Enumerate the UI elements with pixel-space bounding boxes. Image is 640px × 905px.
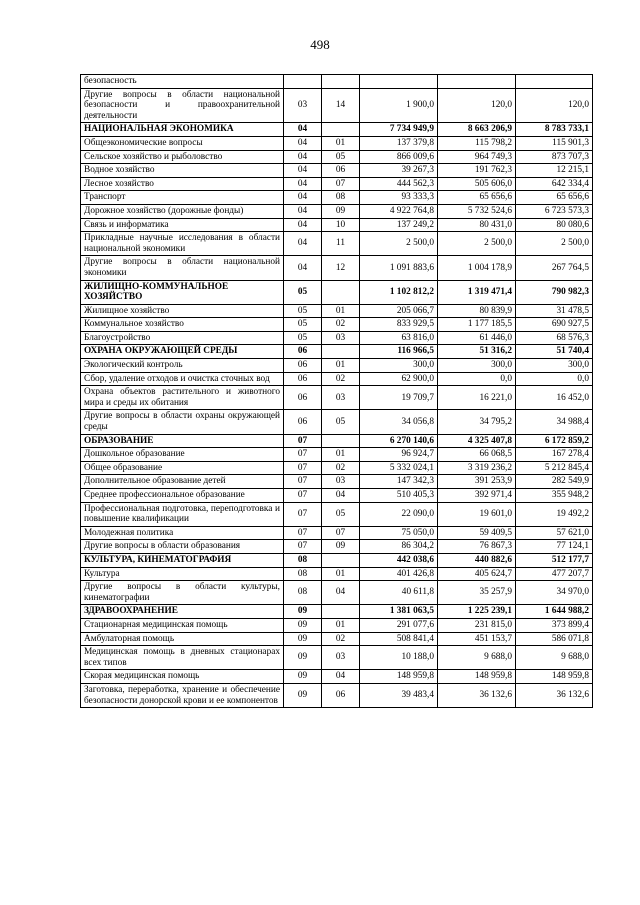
row-value-1: 137 379,8 bbox=[360, 136, 438, 150]
row-value-1: 510 405,3 bbox=[360, 489, 438, 503]
row-section-code: 05 bbox=[284, 304, 322, 318]
row-value-2: 1 225 239,1 bbox=[438, 605, 516, 619]
row-subsection-code bbox=[322, 75, 360, 89]
row-section-code: 08 bbox=[284, 567, 322, 581]
row-name: Водное хозяйство bbox=[81, 164, 284, 178]
row-name: Другие вопросы в области культуры, кинематографии bbox=[81, 581, 284, 605]
row-name: Скорая медицинская помощь bbox=[81, 670, 284, 684]
row-section-code bbox=[284, 75, 322, 89]
table-section-row bbox=[81, 123, 593, 137]
row-value-2: 3 319 236,2 bbox=[438, 461, 516, 475]
row-value-3: 586 071,8 bbox=[516, 632, 593, 646]
row-section-code: 06 bbox=[284, 410, 322, 434]
row-value-3: 6 172 859,2 bbox=[516, 434, 593, 448]
row-name: Другие вопросы в области образования bbox=[81, 540, 284, 554]
row-section-code: 06 bbox=[284, 386, 322, 410]
row-value-1: 508 841,4 bbox=[360, 632, 438, 646]
row-value-3: 5 212 845,4 bbox=[516, 461, 593, 475]
row-name: Сельское хозяйство и рыболовство bbox=[81, 150, 284, 164]
row-value-2: 5 732 524,6 bbox=[438, 204, 516, 218]
table-row bbox=[81, 502, 593, 526]
table-row bbox=[81, 632, 593, 646]
row-value-2: 19 601,0 bbox=[438, 502, 516, 526]
row-section-code: 04 bbox=[284, 256, 322, 280]
row-value-1: 86 304,2 bbox=[360, 540, 438, 554]
row-value-2: 120,0 bbox=[438, 88, 516, 123]
row-value-1: 93 333,3 bbox=[360, 191, 438, 205]
row-section-code: 07 bbox=[284, 540, 322, 554]
table-row bbox=[81, 75, 593, 89]
row-name: Общее образование bbox=[81, 461, 284, 475]
row-subsection-code bbox=[322, 345, 360, 359]
table-row bbox=[81, 318, 593, 332]
row-name: Дошкольное образование bbox=[81, 448, 284, 462]
row-value-1: 6 270 140,6 bbox=[360, 434, 438, 448]
row-section-code: 09 bbox=[284, 618, 322, 632]
row-value-3: 19 492,2 bbox=[516, 502, 593, 526]
row-section-code: 04 bbox=[284, 177, 322, 191]
row-section-code: 04 bbox=[284, 191, 322, 205]
row-value-3: 120,0 bbox=[516, 88, 593, 123]
row-value-2: 66 068,5 bbox=[438, 448, 516, 462]
row-value-2: 8 663 206,9 bbox=[438, 123, 516, 137]
row-name: Среднее профессиональное образование bbox=[81, 489, 284, 503]
row-subsection-code: 01 bbox=[322, 136, 360, 150]
row-value-1: 401 426,8 bbox=[360, 567, 438, 581]
row-section-code: 06 bbox=[284, 359, 322, 373]
row-value-1: 300,0 bbox=[360, 359, 438, 373]
row-value-1: 62 900,0 bbox=[360, 372, 438, 386]
row-value-3: 2 500,0 bbox=[516, 232, 593, 256]
row-section-code: 04 bbox=[284, 204, 322, 218]
row-value-2: 231 815,0 bbox=[438, 618, 516, 632]
table-row bbox=[81, 304, 593, 318]
row-value-1: 75 050,0 bbox=[360, 526, 438, 540]
table-row bbox=[81, 646, 593, 670]
row-subsection-code: 01 bbox=[322, 618, 360, 632]
row-subsection-code: 01 bbox=[322, 359, 360, 373]
row-value-1: 205 066,7 bbox=[360, 304, 438, 318]
table-row bbox=[81, 567, 593, 581]
row-subsection-code: 09 bbox=[322, 540, 360, 554]
row-section-code: 08 bbox=[284, 553, 322, 567]
row-value-1: 1 900,0 bbox=[360, 88, 438, 123]
row-value-2: 61 446,0 bbox=[438, 331, 516, 345]
row-value-1: 1 091 883,6 bbox=[360, 256, 438, 280]
row-name: безопасность bbox=[81, 75, 284, 89]
row-value-3: 34 970,0 bbox=[516, 581, 593, 605]
row-subsection-code: 07 bbox=[322, 526, 360, 540]
row-subsection-code: 14 bbox=[322, 88, 360, 123]
row-value-1: 40 611,8 bbox=[360, 581, 438, 605]
row-section-code: 07 bbox=[284, 461, 322, 475]
row-subsection-code: 04 bbox=[322, 670, 360, 684]
row-section-code: 04 bbox=[284, 164, 322, 178]
row-name: Жилищное хозяйство bbox=[81, 304, 284, 318]
row-value-1: 442 038,6 bbox=[360, 553, 438, 567]
row-subsection-code: 03 bbox=[322, 475, 360, 489]
table-section-row bbox=[81, 434, 593, 448]
row-value-3: 65 656,6 bbox=[516, 191, 593, 205]
row-value-1: 63 816,0 bbox=[360, 331, 438, 345]
row-value-2: 4 325 407,8 bbox=[438, 434, 516, 448]
row-value-1: 1 381 063,5 bbox=[360, 605, 438, 619]
table-row bbox=[81, 191, 593, 205]
row-value-3: 282 549,9 bbox=[516, 475, 593, 489]
table-row bbox=[81, 618, 593, 632]
row-value-3: 690 927,5 bbox=[516, 318, 593, 332]
row-value-2: 1 177 185,5 bbox=[438, 318, 516, 332]
row-value-3: 80 080,6 bbox=[516, 218, 593, 232]
row-subsection-code: 05 bbox=[322, 502, 360, 526]
row-value-3: 167 278,4 bbox=[516, 448, 593, 462]
row-subsection-code: 01 bbox=[322, 567, 360, 581]
row-subsection-code: 09 bbox=[322, 204, 360, 218]
row-name: Амбулаторная помощь bbox=[81, 632, 284, 646]
table-row bbox=[81, 88, 593, 123]
row-value-3: 355 948,2 bbox=[516, 489, 593, 503]
row-value-2: 191 762,3 bbox=[438, 164, 516, 178]
table-row bbox=[81, 410, 593, 434]
row-subsection-code bbox=[322, 605, 360, 619]
row-value-3: 34 988,4 bbox=[516, 410, 593, 434]
row-value-3: 77 124,1 bbox=[516, 540, 593, 554]
row-value-2: 405 624,7 bbox=[438, 567, 516, 581]
table-row bbox=[81, 331, 593, 345]
row-section-code: 07 bbox=[284, 434, 322, 448]
row-section-code: 09 bbox=[284, 632, 322, 646]
row-value-3: 512 177,7 bbox=[516, 553, 593, 567]
row-name: ОБРАЗОВАНИЕ bbox=[81, 434, 284, 448]
table-row bbox=[81, 232, 593, 256]
row-value-1: 137 249,2 bbox=[360, 218, 438, 232]
row-section-code: 09 bbox=[284, 670, 322, 684]
table-row bbox=[81, 177, 593, 191]
row-value-3 bbox=[516, 75, 593, 89]
row-name: КУЛЬТУРА, КИНЕМАТОГРАФИЯ bbox=[81, 553, 284, 567]
row-subsection-code: 05 bbox=[322, 410, 360, 434]
row-value-2: 1 004 178,9 bbox=[438, 256, 516, 280]
row-value-3: 9 688,0 bbox=[516, 646, 593, 670]
table-row bbox=[81, 526, 593, 540]
row-value-2: 35 257,9 bbox=[438, 581, 516, 605]
row-value-3: 36 132,6 bbox=[516, 683, 593, 707]
row-value-2: 59 409,5 bbox=[438, 526, 516, 540]
row-value-3: 0,0 bbox=[516, 372, 593, 386]
table-section-row bbox=[81, 553, 593, 567]
table-row bbox=[81, 218, 593, 232]
row-name: Медицинская помощь в дневных стационарах всех типов bbox=[81, 646, 284, 670]
row-section-code: 07 bbox=[284, 502, 322, 526]
row-value-1: 833 929,5 bbox=[360, 318, 438, 332]
budget-table bbox=[80, 74, 593, 708]
row-value-3: 8 783 733,1 bbox=[516, 123, 593, 137]
row-value-2: 16 221,0 bbox=[438, 386, 516, 410]
row-name: Общеэкономические вопросы bbox=[81, 136, 284, 150]
row-subsection-code: 06 bbox=[322, 683, 360, 707]
row-value-3: 51 740,4 bbox=[516, 345, 593, 359]
row-name: Лесное хозяйство bbox=[81, 177, 284, 191]
row-subsection-code bbox=[322, 434, 360, 448]
row-value-2: 9 688,0 bbox=[438, 646, 516, 670]
row-value-2: 80 431,0 bbox=[438, 218, 516, 232]
row-subsection-code: 11 bbox=[322, 232, 360, 256]
row-value-2: 505 606,0 bbox=[438, 177, 516, 191]
row-name: Дополнительное образование детей bbox=[81, 475, 284, 489]
row-name: Профессиональная подготовка, переподготовка и повышение квалификации bbox=[81, 502, 284, 526]
row-subsection-code: 01 bbox=[322, 448, 360, 462]
table-row bbox=[81, 150, 593, 164]
table-row bbox=[81, 683, 593, 707]
row-value-1: 1 102 812,2 bbox=[360, 280, 438, 304]
table-row bbox=[81, 386, 593, 410]
row-value-2: 115 798,2 bbox=[438, 136, 516, 150]
row-value-1: 22 090,0 bbox=[360, 502, 438, 526]
table-row bbox=[81, 475, 593, 489]
row-value-1: 4 922 764,8 bbox=[360, 204, 438, 218]
row-subsection-code: 12 bbox=[322, 256, 360, 280]
row-name: Другие вопросы в области охраны окружающей среды bbox=[81, 410, 284, 434]
row-value-3: 267 764,5 bbox=[516, 256, 593, 280]
row-value-3: 16 452,0 bbox=[516, 386, 593, 410]
row-value-1: 2 500,0 bbox=[360, 232, 438, 256]
row-value-1: 39 267,3 bbox=[360, 164, 438, 178]
row-section-code: 05 bbox=[284, 318, 322, 332]
row-subsection-code: 06 bbox=[322, 164, 360, 178]
row-value-1: 291 077,6 bbox=[360, 618, 438, 632]
table-row bbox=[81, 489, 593, 503]
row-value-1: 39 483,4 bbox=[360, 683, 438, 707]
row-value-2: 391 253,9 bbox=[438, 475, 516, 489]
row-name: Дорожное хозяйство (дорожные фонды) bbox=[81, 204, 284, 218]
table-row bbox=[81, 448, 593, 462]
row-value-3: 68 576,3 bbox=[516, 331, 593, 345]
row-value-3: 790 982,3 bbox=[516, 280, 593, 304]
row-value-1: 148 959,8 bbox=[360, 670, 438, 684]
table-row bbox=[81, 256, 593, 280]
row-subsection-code: 03 bbox=[322, 386, 360, 410]
row-value-2: 76 867,3 bbox=[438, 540, 516, 554]
row-section-code: 03 bbox=[284, 88, 322, 123]
row-value-2: 300,0 bbox=[438, 359, 516, 373]
row-value-2: 36 132,6 bbox=[438, 683, 516, 707]
row-value-3: 373 899,4 bbox=[516, 618, 593, 632]
row-value-2: 964 749,3 bbox=[438, 150, 516, 164]
table-row bbox=[81, 461, 593, 475]
row-subsection-code bbox=[322, 123, 360, 137]
row-value-1: 34 056,8 bbox=[360, 410, 438, 434]
row-section-code: 04 bbox=[284, 150, 322, 164]
row-value-1: 5 332 024,1 bbox=[360, 461, 438, 475]
row-section-code: 04 bbox=[284, 232, 322, 256]
row-value-3: 31 478,5 bbox=[516, 304, 593, 318]
row-name: Заготовка, переработка, хранение и обеспечение безопасности донорской крови и ее компонентов bbox=[81, 683, 284, 707]
row-name: ЖИЛИЩНО-КОММУНАЛЬНОЕ ХОЗЯЙСТВО bbox=[81, 280, 284, 304]
table-row bbox=[81, 136, 593, 150]
row-value-2: 148 959,8 bbox=[438, 670, 516, 684]
row-name: Стационарная медицинская помощь bbox=[81, 618, 284, 632]
row-subsection-code: 08 bbox=[322, 191, 360, 205]
row-subsection-code: 03 bbox=[322, 646, 360, 670]
row-section-code: 06 bbox=[284, 372, 322, 386]
row-value-1: 147 342,3 bbox=[360, 475, 438, 489]
row-section-code: 06 bbox=[284, 345, 322, 359]
row-name: Транспорт bbox=[81, 191, 284, 205]
row-value-3: 477 207,7 bbox=[516, 567, 593, 581]
row-value-3: 1 644 988,2 bbox=[516, 605, 593, 619]
row-value-1: 866 009,6 bbox=[360, 150, 438, 164]
row-section-code: 09 bbox=[284, 683, 322, 707]
row-value-3: 148 959,8 bbox=[516, 670, 593, 684]
row-value-2: 440 882,6 bbox=[438, 553, 516, 567]
row-name: ОХРАНА ОКРУЖАЮЩЕЙ СРЕДЫ bbox=[81, 345, 284, 359]
row-name: Другие вопросы в области национальной экономики bbox=[81, 256, 284, 280]
row-section-code: 04 bbox=[284, 218, 322, 232]
row-value-3: 300,0 bbox=[516, 359, 593, 373]
row-subsection-code: 02 bbox=[322, 632, 360, 646]
row-subsection-code: 02 bbox=[322, 461, 360, 475]
row-name: ЗДРАВООХРАНЕНИЕ bbox=[81, 605, 284, 619]
row-name: Культура bbox=[81, 567, 284, 581]
row-value-1 bbox=[360, 75, 438, 89]
row-value-2 bbox=[438, 75, 516, 89]
row-subsection-code: 01 bbox=[322, 304, 360, 318]
budget-table-body bbox=[81, 75, 593, 708]
row-name: Охрана объектов растительного и животного мира и среды их обитания bbox=[81, 386, 284, 410]
row-value-3: 57 621,0 bbox=[516, 526, 593, 540]
row-subsection-code: 05 bbox=[322, 150, 360, 164]
row-name: Коммунальное хозяйство bbox=[81, 318, 284, 332]
table-row bbox=[81, 164, 593, 178]
row-value-3: 12 215,1 bbox=[516, 164, 593, 178]
row-value-3: 115 901,3 bbox=[516, 136, 593, 150]
row-value-2: 1 319 471,4 bbox=[438, 280, 516, 304]
row-value-2: 451 153,7 bbox=[438, 632, 516, 646]
row-name: Молодежная политика bbox=[81, 526, 284, 540]
row-section-code: 05 bbox=[284, 331, 322, 345]
row-subsection-code: 07 bbox=[322, 177, 360, 191]
row-name: НАЦИОНАЛЬНАЯ ЭКОНОМИКА bbox=[81, 123, 284, 137]
row-section-code: 09 bbox=[284, 646, 322, 670]
row-value-2: 2 500,0 bbox=[438, 232, 516, 256]
row-name: Связь и информатика bbox=[81, 218, 284, 232]
row-value-1: 116 966,5 bbox=[360, 345, 438, 359]
row-section-code: 07 bbox=[284, 475, 322, 489]
row-value-1: 10 188,0 bbox=[360, 646, 438, 670]
row-subsection-code bbox=[322, 553, 360, 567]
row-value-2: 0,0 bbox=[438, 372, 516, 386]
row-value-1: 444 562,3 bbox=[360, 177, 438, 191]
row-section-code: 04 bbox=[284, 123, 322, 137]
row-value-3: 873 707,3 bbox=[516, 150, 593, 164]
row-section-code: 07 bbox=[284, 448, 322, 462]
table-row bbox=[81, 359, 593, 373]
row-value-3: 642 334,4 bbox=[516, 177, 593, 191]
table-row bbox=[81, 581, 593, 605]
table-section-row bbox=[81, 280, 593, 304]
row-value-2: 80 839,9 bbox=[438, 304, 516, 318]
row-section-code: 09 bbox=[284, 605, 322, 619]
row-subsection-code: 03 bbox=[322, 331, 360, 345]
row-name: Сбор, удаление отходов и очистка сточных вод bbox=[81, 372, 284, 386]
row-section-code: 04 bbox=[284, 136, 322, 150]
table-section-row bbox=[81, 605, 593, 619]
row-value-1: 96 924,7 bbox=[360, 448, 438, 462]
row-value-1: 7 734 949,9 bbox=[360, 123, 438, 137]
table-section-row bbox=[81, 345, 593, 359]
row-value-2: 34 795,2 bbox=[438, 410, 516, 434]
row-section-code: 05 bbox=[284, 280, 322, 304]
row-subsection-code bbox=[322, 280, 360, 304]
table-row bbox=[81, 670, 593, 684]
row-subsection-code: 02 bbox=[322, 372, 360, 386]
row-name: Прикладные научные исследования в области национальной экономики bbox=[81, 232, 284, 256]
row-name: Благоустройство bbox=[81, 331, 284, 345]
page-number: 498 bbox=[310, 37, 330, 52]
table-row bbox=[81, 204, 593, 218]
row-name: Экологический контроль bbox=[81, 359, 284, 373]
row-value-3: 6 723 573,3 bbox=[516, 204, 593, 218]
row-value-2: 65 656,6 bbox=[438, 191, 516, 205]
row-name: Другие вопросы в области национальной безопасности и правоохранительной деятельности bbox=[81, 88, 284, 123]
row-subsection-code: 02 bbox=[322, 318, 360, 332]
row-subsection-code: 04 bbox=[322, 581, 360, 605]
table-row bbox=[81, 540, 593, 554]
row-value-2: 392 971,4 bbox=[438, 489, 516, 503]
row-value-1: 19 709,7 bbox=[360, 386, 438, 410]
row-value-2: 51 316,2 bbox=[438, 345, 516, 359]
row-section-code: 07 bbox=[284, 489, 322, 503]
table-row bbox=[81, 372, 593, 386]
row-section-code: 07 bbox=[284, 526, 322, 540]
row-section-code: 08 bbox=[284, 581, 322, 605]
row-subsection-code: 04 bbox=[322, 489, 360, 503]
row-subsection-code: 10 bbox=[322, 218, 360, 232]
